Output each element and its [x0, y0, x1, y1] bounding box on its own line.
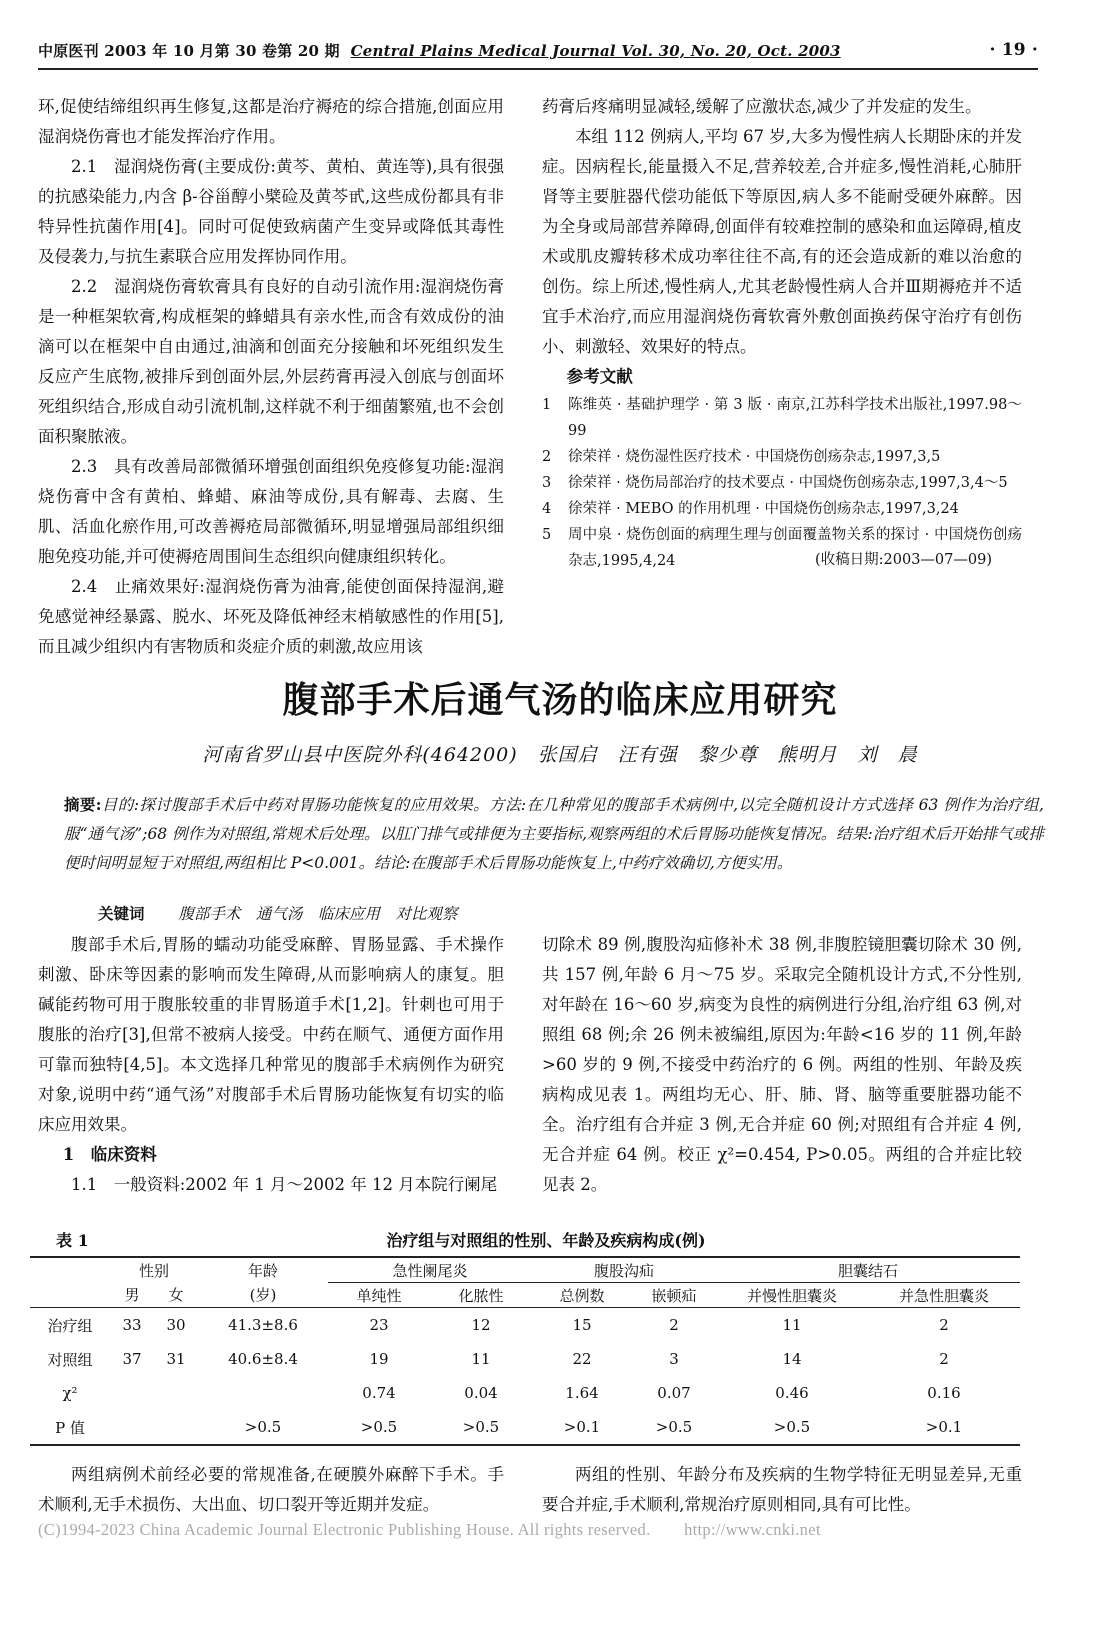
table-cell: 37	[122, 1350, 142, 1368]
header-total: 总例数	[532, 1283, 632, 1308]
reference-number: 3	[542, 475, 552, 491]
reference-text: 徐荣祥 · 烧伤局部治疗的技术要点 · 中国烧伤创疡杂志,1997,3,4～5	[568, 475, 1008, 491]
header-age-unit: (岁)	[198, 1283, 328, 1308]
table-label: 表 1	[56, 1231, 89, 1250]
reference-text: 周中泉 · 烧伤创面的病理生理与创面覆盖物关系的探讨 · 中国烧伤创疡杂志,1995,4,24	[568, 527, 1022, 569]
header-sex: 性别	[110, 1257, 198, 1283]
table-row	[30, 1308, 1020, 1343]
table-row	[30, 1376, 1020, 1410]
received-date: (收稿日期:2003—07—09)	[814, 552, 992, 568]
paragraph: 切除术 89 例,腹股沟疝修补术 38 例,非腹腔镜胆囊切除术 30 例,共 157 例,年龄 6 月～75 岁。采取完全随机设计方式,不分性别,对年龄在 16～60 岁,病变为良性的病例进行分组,治疗组 63 例,对照组 68 例;余 26 例未被编组,原因为:年龄<16 岁的 11 例,年龄>60 岁的 9 例,不接受中药治疗的 6 例。两组的性别、年龄及疾病构成见表 1。两组均无心、肝、肺、肾、脑等重要脏器功能不全。治疗组有合并症 3 例,无合并症 60 例;对照组有合并症 4 例,无合并症 64 例。校正 χ²=0.454, P>0.05。两组的合并症比较见表 2。	[542, 935, 1022, 1194]
keywords-label: 关键词	[98, 904, 145, 923]
table-cell: 0.46	[775, 1384, 809, 1402]
header-male: 男	[110, 1283, 154, 1308]
section-heading: 1 临床资料	[62, 1145, 157, 1164]
running-header	[38, 40, 1038, 64]
bottom-right-paragraph	[542, 1460, 1022, 1520]
row-label: 治疗组	[47, 1316, 93, 1335]
table-cell: 3	[669, 1350, 679, 1368]
table-cell: 33	[122, 1316, 142, 1334]
paragraph: 2.1 湿润烧伤膏(主要成份:黄芩、黄柏、黄连等),具有很强的抗感染能力,内含 β-谷甾醇小檗硷及黄芩甙,这些成份都具有非特异性抗菌作用[4]。同时可促使致病菌产生变异或降低其毒性及侵袭力,与抗生素联合应用发挥协同作用。	[38, 157, 504, 266]
table-cell	[154, 1410, 198, 1445]
table-cell: 14	[782, 1350, 802, 1368]
reference-text: 徐荣祥 · 烧伤湿性医疗技术 · 中国烧伤创疡杂志,1997,3,5	[568, 449, 941, 465]
keywords-text: 腹部手术 通气汤 临床应用 对比观察	[178, 905, 458, 923]
table-cell: >0.5	[328, 1410, 430, 1445]
article-authors: 河南省罗山县中医院外科(464200) 张国启 汪有强 黎少尊 熊明月 刘 晨	[202, 744, 918, 766]
table-cell: 2	[939, 1316, 949, 1334]
table-cell: 0.04	[464, 1384, 498, 1402]
table-cell: 2	[939, 1350, 949, 1368]
reference-item	[542, 470, 1022, 496]
row-label: 对照组	[47, 1350, 93, 1369]
journal-cn: 中原医刊 2003 年 10 月第 30 卷第 20 期	[38, 42, 340, 60]
table-cell: 30	[166, 1316, 186, 1334]
header-appendicitis: 急性阑尾炎	[328, 1257, 532, 1283]
header-chronic: 并慢性胆囊炎	[716, 1283, 868, 1308]
copyright-footer: (C)1994-2023 China Academic Journal Electronic Publishing House. All rights reserved. http://www.cnki.net	[38, 1520, 821, 1539]
abstract	[64, 790, 1044, 878]
table-title	[56, 1228, 1036, 1251]
paragraph: 药膏后疼痛明显减轻,缓解了应激状态,减少了并发症的发生。	[542, 97, 982, 116]
page-number: · 19 ·	[989, 40, 1038, 60]
header-simple: 单纯性	[328, 1283, 430, 1308]
table-cell: 0.16	[927, 1384, 961, 1402]
paragraph: 两组病例术前经必要的常规准备,在硬膜外麻醉下手术。手术顺利,无手术损伤、大出血、切口裂开等近期并发症。	[38, 1465, 504, 1514]
row-label: χ²	[62, 1384, 78, 1402]
header-incarcerated: 嵌顿疝	[632, 1283, 716, 1308]
keywords	[98, 902, 457, 924]
table-cell: 40.6±8.4	[228, 1350, 298, 1368]
table-cell: >0.5	[430, 1410, 532, 1445]
table-cell: >0.1	[868, 1410, 1020, 1445]
reference-item	[542, 392, 1022, 444]
table-1	[30, 1256, 1020, 1446]
table-cell: 11	[782, 1316, 802, 1334]
paragraph: 本组 112 例病人,平均 67 岁,大多为慢性病人长期卧床的并发症。因病程长,能量摄入不足,营养较差,合并症多,慢性消耗,心肺肝肾等主要脏器代偿功能低下等原因,病人多不能耐受硬外麻醉。因为全身或局部营养障碍,创面伴有较难控制的感染和血运障碍,植皮术或肌皮瓣转移术成功率往往不高,有的还会造成新的难以治愈的创伤。综上所述,慢性病人,尤其老龄慢性病人合并Ⅲ期褥疮并不适宜手术治疗,而应用湿润烧伤膏软膏外敷创面换药保守治疗有创伤小、刺激轻、效果好的特点。	[542, 127, 1022, 356]
references-heading: 参考文献	[566, 367, 633, 386]
right-column-top	[542, 92, 1022, 570]
table-cell: >0.5	[632, 1410, 716, 1445]
table-cell: >0.5	[716, 1410, 868, 1445]
header-acute: 并急性胆囊炎	[868, 1283, 1020, 1308]
table-row	[30, 1410, 1020, 1445]
bottom-left-paragraph	[38, 1460, 504, 1520]
paragraph: 2.3 具有改善局部微循环增强创面组织免疫修复功能:湿润烧伤膏中含有黄柏、蜂蜡、麻油等成份,具有解毒、去腐、生肌、活血化瘀作用,可改善褥疮局部微循环,明显增强局部组织细胞免疫功能,并可使褥疮周围间生态组织向健康组织转化。	[38, 457, 504, 566]
paragraph: 2.4 止痛效果好:湿润烧伤膏为油膏,能使创面保持湿润,避免感觉神经暴露、脱水、坏死及降低神经末梢敏感性的作用[5],而且减少组织内有害物质和炎症介质的刺激,故应用该	[38, 577, 504, 656]
article-right-column	[542, 930, 1022, 1200]
reference-item	[542, 444, 1022, 470]
table-cell: 15	[572, 1316, 592, 1334]
reference-item	[542, 496, 1022, 522]
table-cell: 41.3±8.6	[228, 1316, 298, 1334]
abstract-text: 目的:探讨腹部手术后中药对胃肠功能恢复的应用效果。方法:在几种常见的腹部手术病例中,以完全随机设计方式选择 63 例作为治疗组,服“通气汤”;68 例作为对照组,常规术后处理。以肛门排气或排便为主要指标,观察两组的术后胃肠功能恢复情况。结果:治疗组术后开始排气或排便时间明显短于对照组,两组相比 P<0.001。结论:在腹部手术后胃肠功能恢复上,中药疗效确切,方便实用。	[64, 796, 1044, 872]
header-gallstone: 胆囊结石	[716, 1257, 1020, 1283]
table-cell	[110, 1376, 154, 1410]
paragraph: 1.1 一般资料:2002 年 1 月～2002 年 12 月本院行阑尾	[71, 1175, 498, 1194]
reference-number: 1	[542, 397, 552, 413]
table-row	[30, 1342, 1020, 1376]
table-cell: 31	[166, 1350, 186, 1368]
table-cell: 2	[669, 1316, 679, 1334]
header-age: 年龄	[198, 1257, 328, 1283]
article-title: 腹部手术后通气汤的临床应用研究	[282, 679, 838, 721]
table-cell: 12	[471, 1316, 491, 1334]
table-cell: 0.74	[362, 1384, 396, 1402]
table-cell: 23	[369, 1316, 389, 1334]
paragraph: 腹部手术后,胃肠的蠕动功能受麻醉、胃肠显露、手术操作刺激、卧床等因素的影响而发生障碍,从而影响病人的康复。胆碱能药物可用于腹胀较重的非胃肠道手术[1,2]。针刺也可用于腹胀的治疗[3],但常不被病人接受。中药在顺气、通便方面作用可靠而独特[4,5]。本文选择几种常见的腹部手术病例作为研究对象,说明中药“通气汤”对腹部手术后胃肠功能恢复有切实的临床应用效果。	[38, 935, 504, 1134]
article-left-column	[38, 930, 504, 1200]
table-cell: 0.07	[657, 1384, 691, 1402]
abstract-label: 摘要:	[64, 795, 102, 814]
paragraph: 2.2 湿润烧伤膏软膏具有良好的自动引流作用:湿润烧伤膏是一种框架软膏,构成框架的蜂蜡具有亲水性,而含有效成份的油滴可以在框架中自由通过,油滴和创面充分接触和坏死组织发生反应产生底物,被排斥到创面外层,外层药膏再浸入创底与创面坏死组织结合,形成自动引流机制,这样就不利于细菌繁殖,也不会创面积聚脓液。	[38, 277, 504, 446]
header-hernia: 腹股沟疝	[532, 1257, 716, 1283]
header-rule	[38, 68, 1038, 70]
reference-text: 徐荣祥 · MEBO 的作用机理 · 中国烧伤创疡杂志,1997,3,24	[568, 501, 959, 517]
reference-list	[542, 392, 1022, 574]
table-cell: 11	[471, 1350, 491, 1368]
table-caption: 治疗组与对照组的性别、年龄及疾病构成(例)	[386, 1231, 706, 1250]
table-cell: 1.64	[565, 1384, 599, 1402]
table-cell: >0.1	[532, 1410, 632, 1445]
left-column-top	[38, 92, 504, 662]
table-cell	[198, 1376, 328, 1410]
reference-number: 4	[542, 501, 552, 517]
table-cell	[154, 1376, 198, 1410]
header-suppurative: 化脓性	[430, 1283, 532, 1308]
header-female: 女	[154, 1283, 198, 1308]
journal-en: Central Plains Medical Journal Vol. 30, No. 20, Oct. 2003	[350, 42, 841, 60]
table-cell: 22	[572, 1350, 592, 1368]
reference-number: 5	[542, 527, 552, 543]
table-cell: >0.5	[198, 1410, 328, 1445]
row-label: P 值	[30, 1410, 110, 1445]
reference-text: 陈维英 · 基础护理学 · 第 3 版 · 南京,江苏科学技术出版社,1997.98～99	[568, 397, 1022, 439]
table-cell	[110, 1410, 154, 1445]
paragraph: 环,促使结缔组织再生修复,这都是治疗褥疮的综合措施,创面应用湿润烧伤膏也才能发挥治疗作用。	[38, 97, 504, 146]
paragraph: 两组的性别、年龄分布及疾病的生物学特征无明显差异,无重要合并症,手术顺利,常规治疗原则相同,具有可比性。	[542, 1465, 1022, 1514]
table-cell: 19	[369, 1350, 389, 1368]
reference-number: 2	[542, 449, 552, 465]
